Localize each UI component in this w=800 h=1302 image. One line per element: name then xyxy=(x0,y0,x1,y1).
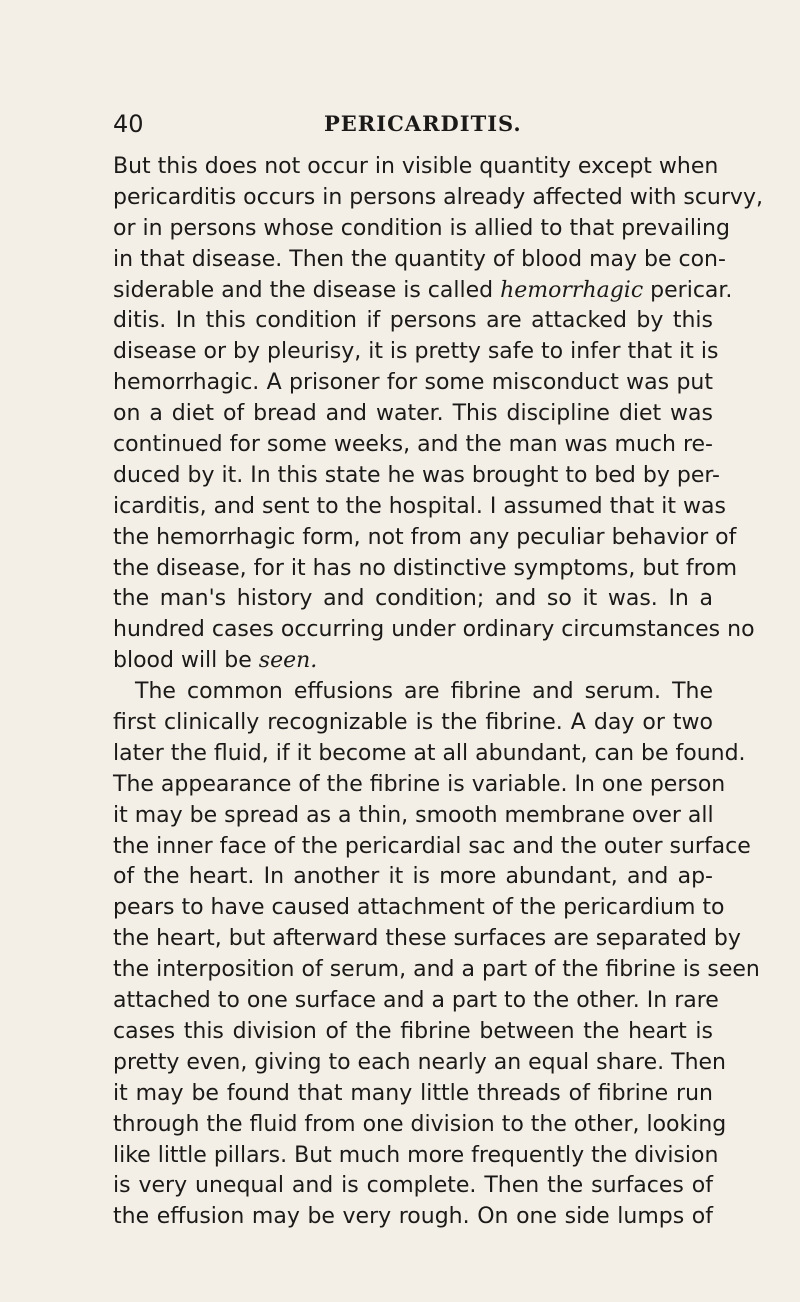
text-line xyxy=(113,646,713,677)
text-line: the effusion may be very rough. On one side lumps of xyxy=(113,1204,713,1230)
text-line: pretty even, giving to each nearly an equal share. Then xyxy=(113,1049,726,1075)
text-line: through the fluid from one division to the other, looking xyxy=(113,1111,727,1137)
text-line: later the fluid, if it become at all abundant, can be found. xyxy=(113,740,746,766)
text-line: the inner face of the pericardial sac and the outer surface xyxy=(113,833,751,859)
running-head xyxy=(113,106,713,142)
text-segment: pericar. xyxy=(643,277,733,303)
text-line: the heart, but afterward these surfaces are separated by xyxy=(113,926,741,952)
text-line: ditis. In this condition if persons are attacked by this xyxy=(113,308,713,334)
text-line: The common effusions are fibrine and serum. The xyxy=(135,679,713,705)
body-text xyxy=(113,152,763,1233)
text-line: hemorrhagic. A prisoner for some misconduct was put xyxy=(113,370,713,396)
text-line: pericarditis occurs in persons already affected with scurvy, xyxy=(113,184,763,210)
text-line: attached to one surface and a part to the other. In rare xyxy=(113,988,719,1014)
text-line: first clinically recognizable is the fibrine. A day or two xyxy=(113,710,713,736)
text-line: it may be found that many little threads of fibrine run xyxy=(113,1080,713,1106)
text-line: hundred cases occurring under ordinary circumstances no xyxy=(113,617,755,643)
text-line: on a diet of bread and water. This discipline diet was xyxy=(113,401,713,427)
text-line: the interposition of serum, and a part of the fibrine is seen xyxy=(113,957,760,983)
text-line: disease or by pleurisy, it is pretty safe to infer that it is xyxy=(113,339,719,365)
text-line: the man's history and condition; and so it was. In a xyxy=(113,586,713,612)
chapter-title: PERICARDITIS. xyxy=(324,111,522,136)
text-line: is very unequal and is complete. Then the surfaces of xyxy=(113,1173,713,1199)
text-line: of the heart. In another it is more abundant, and ap- xyxy=(113,864,713,890)
text-line: continued for some weeks, and the man was much re- xyxy=(113,432,713,458)
text-line xyxy=(113,276,733,307)
text-line: But this does not occur in visible quantity except when xyxy=(113,154,719,179)
text-line: the hemorrhagic form, not from any peculiar behavior of xyxy=(113,524,737,550)
page-number: 40 xyxy=(113,110,144,138)
text-line: icarditis, and sent to the hospital. I assumed that it was xyxy=(113,493,726,519)
text-line: cases this division of the fibrine between the heart is xyxy=(113,1018,713,1044)
text-line: the disease, for it has no distinctive symptoms, but from xyxy=(113,555,738,581)
italic-term: hemorrhagic xyxy=(500,277,644,303)
text-line: duced by it. In this state he was brought to bed by per- xyxy=(113,462,720,488)
text-line: pears to have caused attachment of the pericardium to xyxy=(113,895,725,921)
text-segment: siderable and the disease is called xyxy=(113,277,501,303)
text-line: or in persons whose condition is allied to that prevailing xyxy=(113,215,730,241)
text-line: in that disease. Then the quantity of blood may be con- xyxy=(113,246,726,272)
text-segment: blood will be xyxy=(113,648,259,674)
text-line: like little pillars. But much more frequently the division xyxy=(113,1142,719,1168)
italic-term: seen. xyxy=(258,648,318,674)
text-line: it may be spread as a thin, smooth membrane over all xyxy=(113,802,714,828)
text-line: The appearance of the fibrine is variable. In one person xyxy=(113,771,726,797)
